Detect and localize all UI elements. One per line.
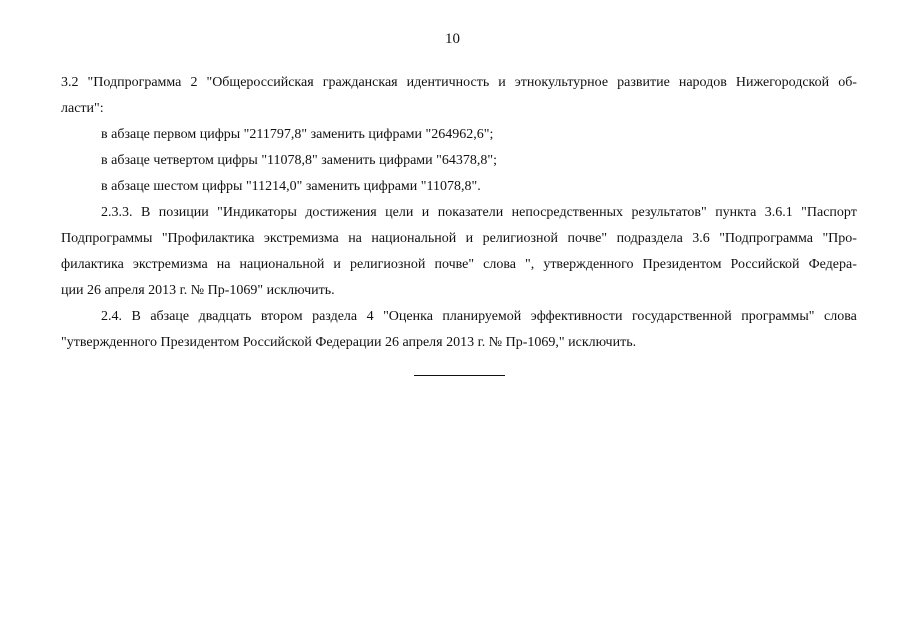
paragraph-2-3-3-line-1: 2.3.3. В позиции "Индикаторы достижения цели и показатели непосредственных результатов" пункта 3.6.1 "Паспорт — [101, 205, 857, 220]
paragraph-2-4-line-1: 2.4. В абзаце двадцать втором раздела 4 "Оценка планируемой эффективности государственной программы" слова — [101, 309, 857, 324]
instruction-line-sixth: в абзаце шестом цифры "11214,0" заменить цифрами "11078,8". — [101, 179, 481, 194]
instruction-line-first: в абзаце первом цифры "211797,8" заменить цифрами "264962,6"; — [101, 127, 494, 142]
paragraph-2-3-3-line-4: ции 26 апреля 2013 г. № Пр-1069" исключить. — [61, 283, 335, 298]
paragraph-3-2-line-2: ласти": — [61, 101, 104, 116]
paragraph-3-2-line-1: 3.2 "Подпрограмма 2 "Общероссийская гражданская идентичность и этнокультурное развитие народов Нижегородской об- — [61, 75, 857, 90]
page-number: 10 — [445, 31, 460, 47]
paragraph-2-3-3-line-3: филактика экстремизма на национальной и религиозной почве" слова ", утвержденного Президентом Российской Федера- — [61, 257, 857, 272]
end-divider — [414, 375, 505, 376]
instruction-line-fourth: в абзаце четвертом цифры "11078,8" заменить цифрами "64378,8"; — [101, 153, 497, 168]
document-body — [61, 70, 857, 356]
paragraph-2-4-line-2: "утвержденного Президентом Российской Федерации 26 апреля 2013 г. № Пр-1069," исключить. — [61, 335, 637, 350]
paragraph-2-3-3-line-2: Подпрограммы "Профилактика экстремизма на национальной и религиозной почве" подраздела 3.6 "Подпрограмма "Про- — [61, 231, 857, 246]
